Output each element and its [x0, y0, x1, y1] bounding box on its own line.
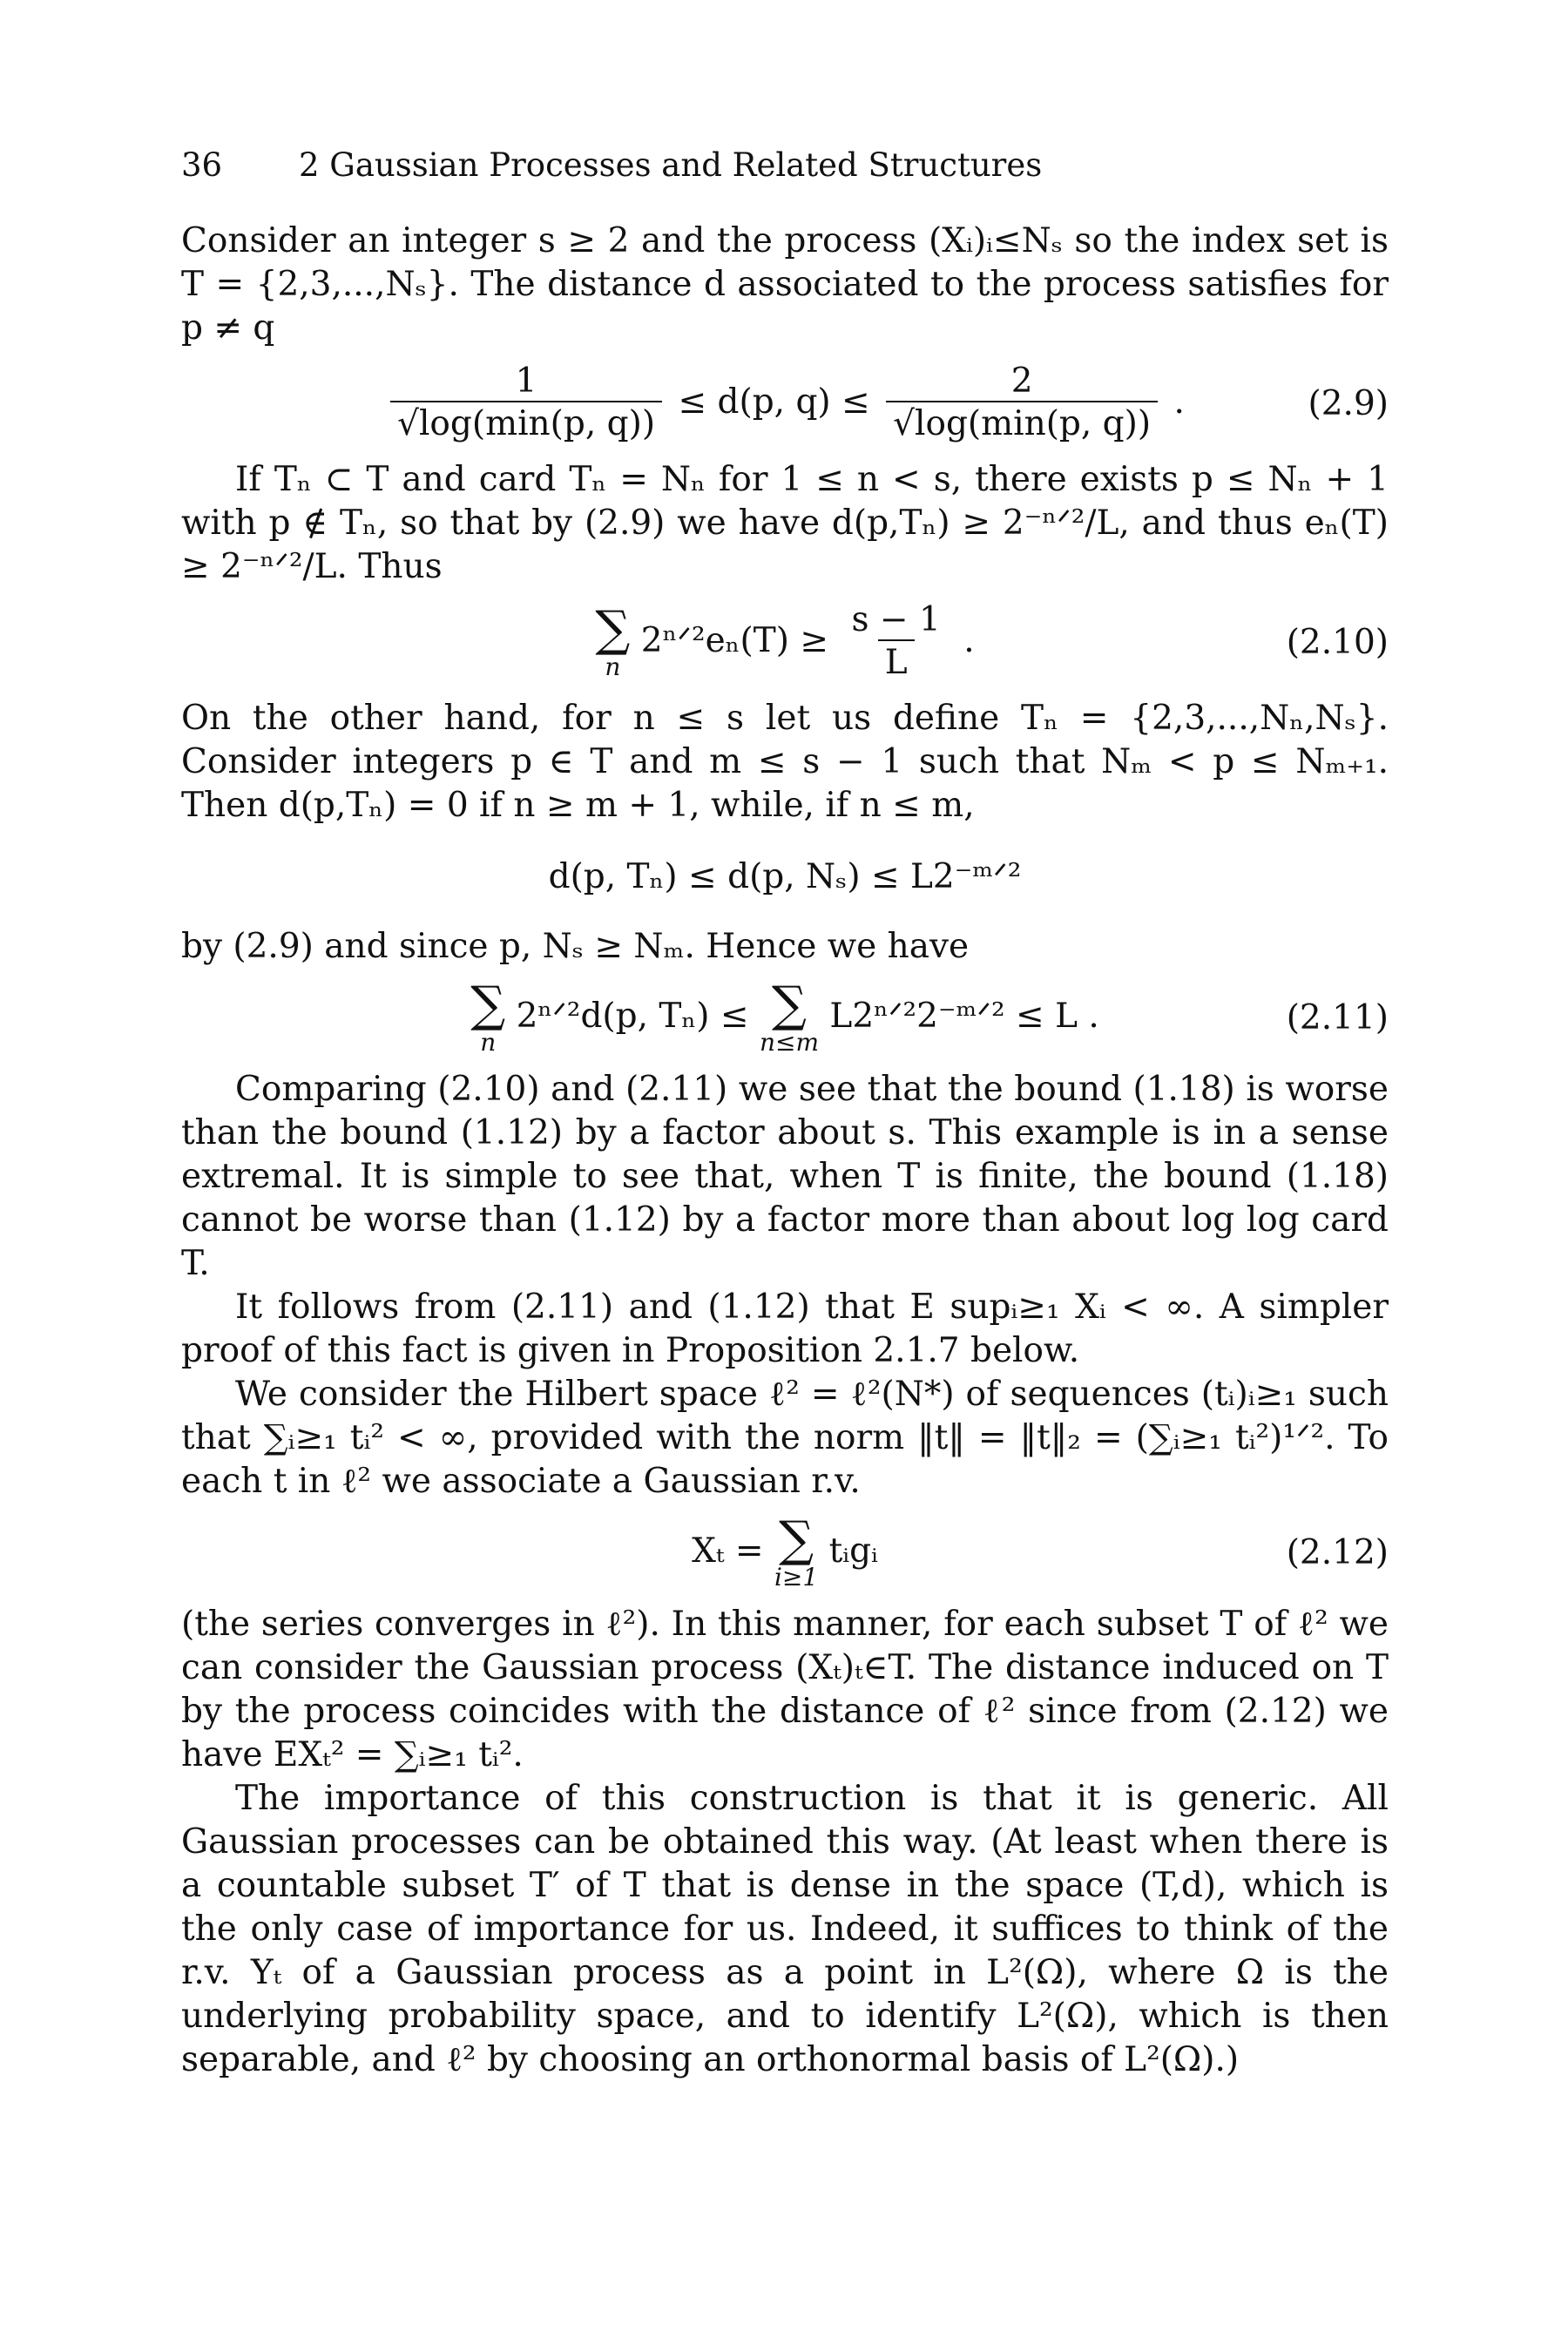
eq210-tail: .: [963, 621, 975, 660]
eq29-num: 1: [515, 362, 537, 401]
d-line: d(p, Tₙ) ≤ d(p, Nₛ) ≤ L2⁻ᵐᐟ²: [548, 857, 1022, 896]
eq29-tag: (2.9): [1308, 384, 1389, 423]
eq29-num2: 2: [1010, 362, 1033, 401]
paragraph-7: We consider the Hilbert space ℓ² = ℓ²(N*) of sequences (tᵢ)ᵢ≥₁ such that ∑ᵢ≥₁ tᵢ² < ∞, provided with the norm ‖t‖ = ‖t‖₂ = (∑ᵢ≥₁ tᵢ²)¹ᐟ². To each t in ℓ² we associate a Gaussian r.v.: [181, 1375, 1389, 1501]
eq210-body: 2ⁿᐟ²eₙ(T) ≥: [640, 621, 829, 660]
paragraph-4: by (2.9) and since p, Nₛ ≥ Nₘ. Hence we have: [181, 927, 970, 966]
equation-2-12: [181, 1511, 1389, 1592]
paragraph-9: The importance of this construction is that it is generic. All Gaussian processes can be obtained this way. (At least when there is a countable subset T′ of T that is dense in the space (T,d), which is the only case of importance for us. Indeed, it suffices to think of the r.v. Yₜ of a Gaussian process as a point in L²(Ω), where Ω is the underlying probability space, and to identify L²(Ω), which is then separable, and ℓ² by choosing an orthonormal basis of L²(Ω).): [181, 1779, 1389, 2079]
paragraph-8: (the series converges in ℓ²). In this manner, for each subset T of ℓ² we can consider the Gaussian process (Xₜ)ₜ∈T. The distance induced on T by the process coincides with the distance of ℓ² since from (2.12) we have EXₜ² = ∑ᵢ≥₁ tᵢ².: [181, 1605, 1389, 1774]
body-text: [181, 220, 1389, 2082]
eq29-middle: ≤ d(p, q) ≤: [678, 382, 870, 422]
eq211-tag: (2.11): [1286, 998, 1389, 1037]
display-inequality: [181, 854, 1389, 899]
eq210-sum-sub: n: [605, 652, 621, 681]
eq211-body2: L2ⁿᐟ²2⁻ᵐᐟ² ≤ L .: [829, 997, 1099, 1036]
eq210-den: L: [878, 639, 915, 685]
paragraph-6: It follows from (2.11) and (1.12) that E supᵢ≥₁ Xᵢ < ∞. A simpler proof of this fact is given in Proposition 2.1.7 below.: [181, 1288, 1389, 1370]
equation-2-11: [181, 977, 1389, 1057]
eq212-lhs: Xₜ =: [692, 1531, 764, 1571]
eq210-tag: (2.10): [1286, 623, 1389, 662]
eq211-body1: 2ⁿᐟ²d(p, Tₙ) ≤: [516, 997, 749, 1036]
eq212-body: tᵢgᵢ: [828, 1531, 878, 1571]
running-header: [181, 146, 1389, 184]
eq211-sum2-sub: n≤m: [759, 1028, 820, 1057]
sum-symbol: ∑: [779, 1511, 814, 1568]
equation-2-10: [181, 601, 1389, 685]
eq29-tail: .: [1173, 382, 1185, 422]
eq211-sum1-sub: n: [480, 1028, 497, 1057]
sum-symbol: ∑: [595, 601, 631, 658]
eq212-sum-sub: i≥1: [774, 1563, 819, 1592]
paragraph-5: Comparing (2.10) and (2.11) we see that the bound (1.18) is worse than the bound (1.12) by a factor about s. This example is in a sense extremal. It is simple to see that, when T is finite, the bound (1.18) cannot be worse than (1.12) by a factor more than about log log card T.: [181, 1070, 1389, 1283]
paragraph-1: Consider an integer s ≥ 2 and the process (Xᵢ)ᵢ≤Nₛ so the index set is T = {2,3,...,Nₛ}. The distance d associated to the process satisfies for p ≠ q: [181, 221, 1389, 348]
paragraph-3: On the other hand, for n ≤ s let us define Tₙ = {2,3,...,Nₙ,Nₛ}. Consider integers p ∈ T and m ≤ s − 1 such that Nₘ < p ≤ Nₘ₊₁. Then d(p,Tₙ) = 0 if n ≥ m + 1, while, if n ≤ m,: [181, 699, 1389, 825]
paragraph-2: If Tₙ ⊂ T and card Tₙ = Nₙ for 1 ≤ n < s, there exists p ≤ Nₙ + 1 with p ∉ Tₙ, so that by (2.9) we have d(p,Tₙ) ≥ 2⁻ⁿᐟ²/L, and thus eₙ(T) ≥ 2⁻ⁿᐟ²/L. Thus: [181, 460, 1389, 586]
equation-2-9: [181, 362, 1389, 446]
page-number: 36: [181, 146, 223, 184]
eq29-den-right: √log(min(p, q)): [886, 401, 1158, 446]
running-title: 2 Gaussian Processes and Related Structures: [299, 146, 1043, 184]
eq212-tag: (2.12): [1286, 1533, 1389, 1572]
eq210-num: s − 1: [851, 600, 941, 639]
sum-symbol: ∑: [470, 977, 506, 1033]
eq29-den-left: √log(min(p, q)): [390, 401, 662, 446]
sum-symbol: ∑: [772, 977, 807, 1033]
